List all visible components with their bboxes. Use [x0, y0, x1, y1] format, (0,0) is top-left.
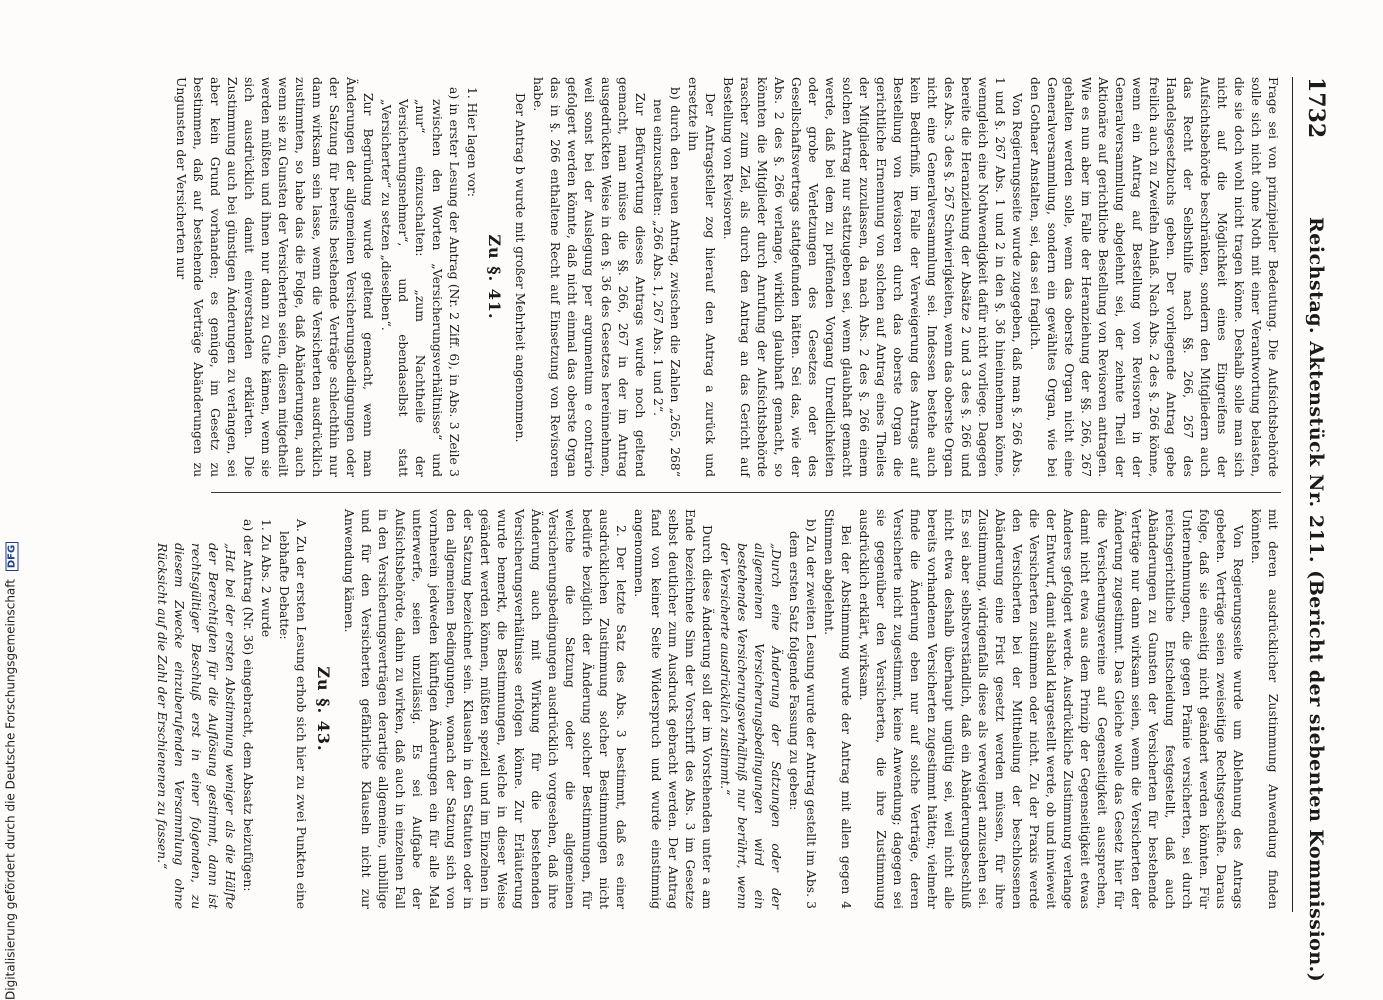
section-heading: Zu §. 43. — [314, 666, 333, 752]
paragraph: a) in erster Lesung der Antrag (Nr. 2 Ziff. 6), in Abs. 3 Zeile 3 zwischen den Worten „Versicherungsverhältnisse“ und „nur“ einzuschalten: „zum Nachtheile der Versicherungsnehmer“, und ebendaselbst statt „Versicherter“ zu setzen „dieselben“. — [379, 87, 461, 477]
paragraph: Von Regierungsseite wurde zugegeben, daß man §. 266 Abs. 1 und §. 267 Abs. 1 und 2 in den §. 36 hineinnehmen könne, wenngleich eine Nothwendigkeit dafür nicht vorliege. Dagegen bereite die Heranziehung der Absätze 2 und 3 des §. 266 und des Abs. 3 des §. 267 Schwierigkeiten, wenn das oberste Organ nicht eine Generalversammlung sei. Indessen bestehe auch kein Bedürfniß, im Falle der Verweigerung des Antrags auf Bestellung von Revisoren durch das oberste Organ die gerichtliche Ernennung von solchen auf Antrag eines Theiles der Mitglieder zuzulassen, da nach Abs. 2 des §. 266 einem solchen Antrag nur stattzugeben sei, wenn glaubhaft gemacht werde, daß bei dem zu prüfenden Vorgang Unredlichkeiten oder grobe Verletzungen des Gesetzes oder des Gesellschaftsvertrags stattgefunden hätten. Sei das, wie der Abs. 2 des §. 266 verlange, wirklich glaubhaft gemacht, so könnten die Mitglieder durch Anrufung der Aufsichtsbehörde rascher zum Ziel, als durch den Antrag an das Gericht auf Bestellung von Revisoren. — [721, 77, 1024, 477]
paragraph: Der Antrag b wurde mit großer Mehrheit angenommen. — [513, 93, 527, 443]
column-divider — [211, 492, 1281, 493]
page-number: 1732 — [1303, 77, 1329, 139]
section-heading: Zu §. 41. — [485, 234, 504, 320]
paragraph: Bei der Abstimmung wurde der Antrag mit allen gegen 4 Stimmen abgelehnt. — [822, 509, 853, 909]
paragraph: „Durch eine Änderung der Satzungen oder der allgemeinen Versicherungsbedingungen wird ein bestehendes Versicherungsverhältniß nur berührt, wenn der Versicherte ausdrücklich zustimmt.“ — [718, 543, 783, 909]
paragraph: A. Zu der ersten Lesung erhob sich hier zu zwei Punkten eine lebhafte Debatte: — [277, 519, 308, 909]
paragraph: Der Antragsteller zog hierauf den Antrag a zurück und ersetzte ihn — [686, 77, 717, 477]
paragraph: b) Zu der zweiten Lesung wurde der Antrag gestellt im Abs. 3 dem ersten Satz folgende Fassung zu geben: — [787, 519, 818, 909]
dfg-logo: DFG — [6, 542, 19, 571]
paragraph: „Hat bei der ersten Abstimmung weniger als die Hälfte der Berechtigten für die Auflösung gestimmt, dann ist rechtsgültiger Beschluß erst in einer folgenden, zu diesem Zwecke einzuberufenden Versammlung ohne Rücksicht auf die Zahl der Erschienenen zu fassen.“ — [155, 543, 237, 909]
paragraph: Frage sei von prinzipieller Bedeutung. Die Aufsichtsbehörde solle sich nicht ohne Noth mit einer Verantwortung belasten, die sie doch wohl nicht tragen könne. Deshalb solle man sich nicht auf die Möglichkeit eines Eingreifens der Aufsichtsbehörde beschränken, sondern den Mitgliedern auch das Recht der Selbsthilfe nach §§. 266, 267 des Handelsgesetzbuchs geben. Der vorliegende Antrag gebe freilich auch zu Zweifeln Anlaß. Nach Abs. 2 des §. 266 könne, wenn ein Antrag auf Bestellung von Revisoren in der Generalversammlung abgelehnt sei, der zehnte Theil der Aktionäre auf gerichtliche Bestellung von Revisoren antragen. Wie es nun aber im Falle der Heranziehung der §§. 266, 267 gehalten werden solle, wenn das oberste Organ nicht eine Generalversammlung, sondern ein gewähltes Organ, wie bei den Gothaer Anstalten, sei, das sei fraglich. — [1028, 77, 1280, 477]
left-column — [171, 77, 1281, 477]
paragraph: Zur Begründung wurde geltend gemacht, wenn man Änderungen der allgemeinen Versicherungsbedingungen oder der Satzung für bereits bestehende Verträge schlechthin nur dann wirksam sein lasse, wenn die Versicherten ausdrücklich zustimmten, so habe das die Folge, daß Abänderungen, auch wenn sie zu Gunsten der Versicherten seien, diesen mitgetheilt werden müßten und ihnen nur dann zu Gute kämen, wenn sie sich ausdrücklich damit einverstanden erklärten. Die Zustimmung auch bei günstigen Änderungen zu verlangen, sei aber kein Grund vorhanden; es genüge, im Gesetz zu bestimmen, daß auf bestehende Verträge Abänderungen zu Ungunsten der Versicherten nur — [174, 77, 375, 477]
page-header — [1292, 77, 1333, 983]
credit-text: Digitalisierung gefördert durch die Deutsche Forschungsgemeinschaft — [3, 578, 18, 1000]
paragraph: Von Regierungsseite wurde um Ablehnung des Antrags gebeten. Verträge seien zweiseitige Rechtsgeschäfte. Daraus folge, daß sie einseitig nicht geändert werden könnten. Für Unternehmungen, die gegen Prämie versicherten, sei durch reichsgerichtliche Entscheidung festgestellt, daß auch Abänderungen zu Gunsten der Versicherten für bestehende Verträge nur dann wirksam seien, wenn die Versicherten der Änderung zugestimmt. Das Gleiche wolle das Gesetz hier für die Versicherungsvereine auf Gegenseitigkeit aussprechen, damit nicht etwa aus dem Prinzip der Gegenseitigkeit etwas Anderes gefolgert werde. Ausdrückliche Zustimmung verlange der Entwurf, damit alsbald klargestellt werde, ob und inwieweit die Versicherten zustimmen oder nicht. Zu der Praxis werde den Versicherten bei der Mittheilung der beschlossenen Abänderung eine Frist gesetzt werden müssen, für ihre Zustimmung, widrigenfalls diese als verweigert anzusehen sei. Es sei aber selbstverständlich, daß ein Abänderungsbeschluß nicht etwa deshalb überhaupt ungültig sei, weil nicht alle bereits vorhandenen Versicherten zugestimmt hätten; vielmehr finde die Änderung eben nur auf solche Verträge, deren Versicherte nicht zugestimmt, keine Anwendung; dagegen sei sie gegenüber den Versicherten, die ihre Zustimmung ausdrücklich erklärt, wirksam. — [857, 509, 1245, 909]
paragraph: Durch diese Änderung soll der im Vorstehenden unter a am Ende bezeichnete Sinn der Vorschrift des Abs. 3 im Gesetze selbst deutlicher zum Ausdruck gebracht werden. Der Antrag fand von keiner Seite Widerspruch und wurde einstimmig angenommen. — [632, 509, 714, 909]
paragraph: mit deren ausdrücklicher Zustimmung Anwendung finden könnten. — [1249, 509, 1280, 909]
digitization-credit — [0, 0, 22, 1000]
paragraph: 1. Zu Abs. 2 wurde — [259, 519, 273, 638]
paragraph: 1. Hier lagen vor: — [465, 87, 479, 197]
paragraph: b) durch den neuen Antrag, zwischen die Zahlen „265, 268“ neu einzuschalten: „266 Abs. 1, 267 Abs. 1 und 2“. — [651, 87, 682, 477]
page-title: Reichstag. Aktenstück Nr. 211. (Bericht der siebenten Kommission.) — [1305, 217, 1327, 983]
rotated-document — [155, 77, 1333, 983]
right-column — [152, 509, 1281, 909]
paragraph: 2. Der letzte Satz des Abs. 3 bestimmt, daß es einer ausdrücklichen Zustimmung solcher Bestimmungen nicht bedürfe bezüglich der Änderung solcher Bestimmungen, für welche die Satzung oder die allgemeinen Versicherungsbedingungen ausdrücklich vorgesehen, daß ihre Änderung auch mit Wirkung für die bestehenden Versicherungsverhältnisse erfolgen könne. Zur Erläuterung wurde bemerkt, die Bestimmungen, welche in dieser Weise geändert werden können, müßten speziell und im Einzelnen in der Satzung bezeichnet sein. Klauseln in den Statuten oder in den allgemeinen Bedingungen, wonach der Satzung sich von vornherein jedweden künftigen Änderungen ein für alle Mal unterwerfe, seien unzulässig. Es sei Aufgabe der Aufsichtsbehörde, dahin zu wirken, daß auch in einzelnen Fall in den Versicherungsverträgen derartige allgemeine, unbillige und für den Versicherten gefährliche Klauseln nicht zur Anwendung kämen. — [342, 509, 628, 909]
paragraph: a) der Antrag (Nr. 36) eingebracht, dem Absatz beizufügen: — [241, 519, 255, 892]
paragraph: Zur Befürwortung dieses Antrags wurde noch geltend gemacht, man müsse die §§. 266, 267 in der im Antrag ausgedrückten Weise in den §. 36 des Gesetzes hereinnehmen, weil sonst bei der Auslegung per argumentum e contrario gefolgert werden könnte, daß nicht einmal das oberste Organ das in §. 266 enthaltene Recht auf Einsetzung von Revisoren habe. — [531, 77, 647, 477]
